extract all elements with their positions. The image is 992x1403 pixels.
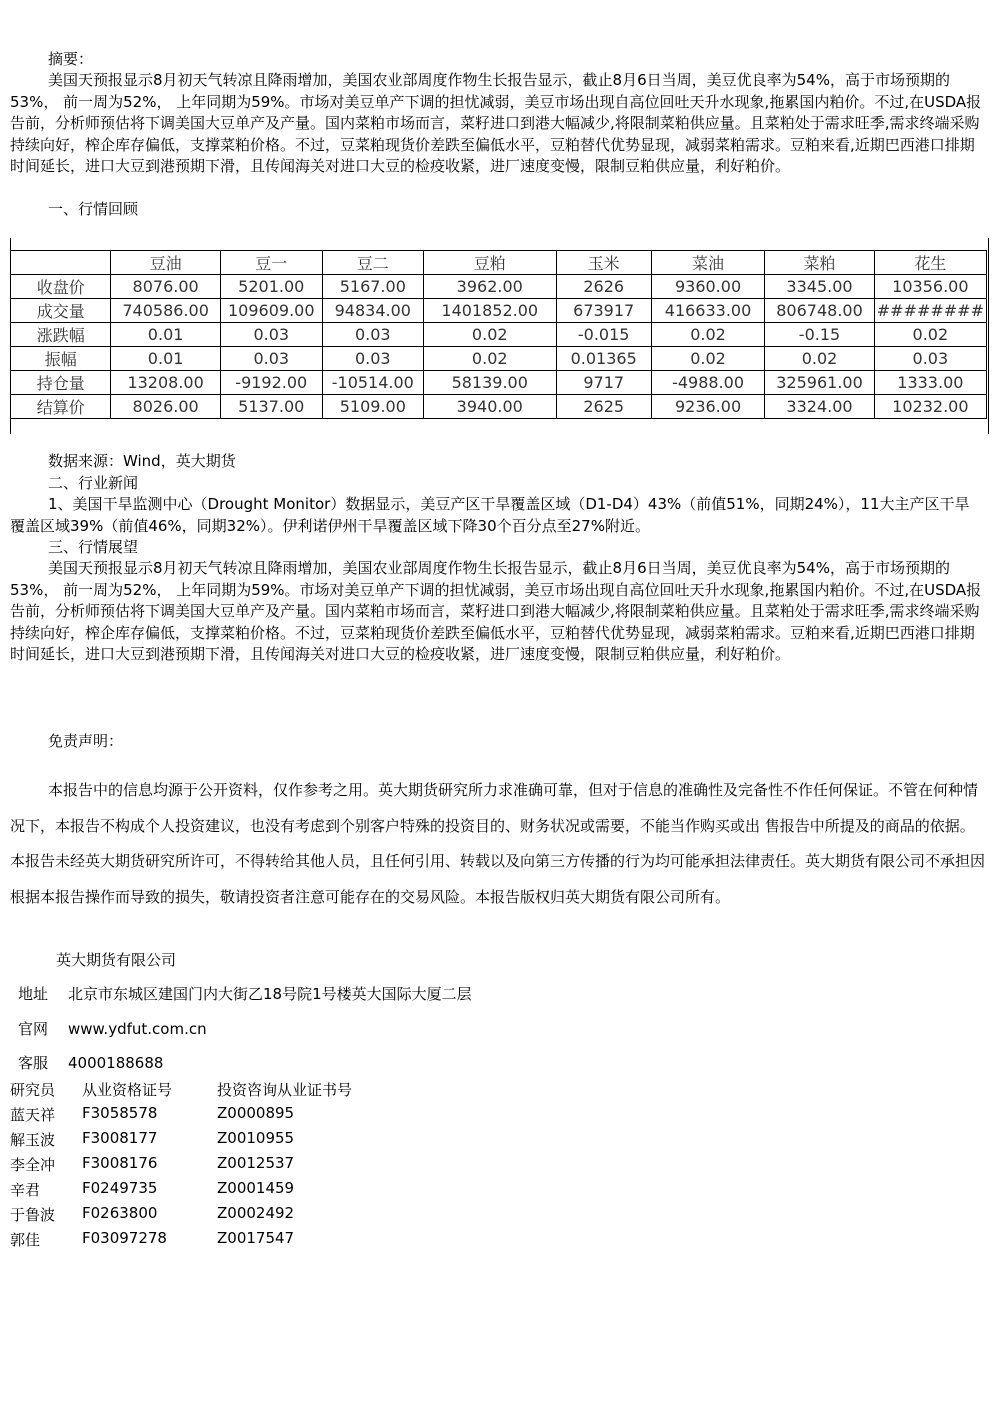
staff-cell: Z0010955	[217, 1129, 295, 1147]
table-cell: 325961.00	[765, 371, 874, 395]
website-label: 官网	[18, 1020, 49, 1038]
table-row	[11, 371, 987, 395]
table-row	[11, 299, 987, 323]
table-cell: 9360.00	[651, 275, 765, 299]
table-row	[11, 347, 987, 371]
table-cell: 0.03	[322, 347, 423, 371]
table-header-row	[11, 251, 987, 275]
table-cell: 673917	[556, 299, 651, 323]
staff-row	[10, 1104, 352, 1129]
table-cell: 0.02	[423, 323, 556, 347]
staff-cell: Z0001459	[217, 1179, 295, 1197]
staff-cell: Z0002492	[217, 1204, 295, 1222]
column-header: 豆油	[111, 251, 220, 275]
staff-cell: 研究员	[10, 1081, 56, 1099]
column-header	[11, 251, 111, 275]
table-cell: -10514.00	[322, 371, 423, 395]
service-label: 客服	[18, 1054, 49, 1072]
table-cell: 10356.00	[874, 275, 986, 299]
address-row	[18, 983, 472, 1004]
data-source: 数据来源：Wind，英大期货	[48, 452, 236, 470]
staff-cell: F03097278	[82, 1229, 167, 1247]
table-cell: -0.015	[556, 323, 651, 347]
staff-cell: 李全冲	[10, 1156, 56, 1174]
staff-cell: F0249735	[82, 1179, 158, 1197]
row-label: 振幅	[11, 347, 111, 371]
staff-table	[10, 1079, 352, 1254]
staff-row	[10, 1129, 352, 1154]
staff-cell: 从业资格证号	[82, 1081, 173, 1099]
staff-cell: F3058578	[82, 1104, 158, 1122]
row-label: 结算价	[11, 395, 111, 419]
table-cell: 0.02	[765, 347, 874, 371]
column-header: 玉米	[556, 251, 651, 275]
staff-cell: 蓝天祥	[10, 1106, 56, 1124]
table-cell: 5167.00	[322, 275, 423, 299]
summary-heading: 摘要：	[48, 50, 94, 68]
summary-body: 美国天预报显示8月初天气转凉且降雨增加，美国农业部周度作物生长报告显示，截止8月6日当周，美豆优良率为54%，高于市场预期的53%， 前一周为52%， 上年同期为59%。市场对美豆单产下调的担忧减弱，美豆市场出现自高位回吐天升水现象,拖累国内粕价。不过,在USDA报告前，分析师预估将下调美国大豆单产及产量。国内菜粕市场而言，菜籽进口到港大幅减少,将限制菜粕供应量。且菜粕处于需求旺季,需求终端采购持续向好，榨企库存偏低，支撑菜粕价格。不过，豆菜粕现货价差跌至偏低水平，豆粕替代优势显现，减弱菜粕需求。豆粕来看,近期巴西港口排期时间延长，进口大豆到港预期下滑，且传闻海关对进口大豆的检疫收紧，进厂速度变慢，限制豆粕供应量，利好粕价。	[10, 71, 982, 175]
staff-cell: 解玉波	[10, 1131, 56, 1149]
table-cell: ########	[874, 299, 986, 323]
table-cell: 8076.00	[111, 275, 220, 299]
table-cell: 0.01365	[556, 347, 651, 371]
table-cell: 2625	[556, 395, 651, 419]
website-link[interactable]: www.ydfut.com.cn	[68, 1020, 207, 1038]
table-cell: 0.02	[423, 347, 556, 371]
staff-row	[10, 1179, 352, 1204]
table-cell: 0.03	[220, 323, 322, 347]
disclaimer-heading: 免责声明：	[48, 732, 124, 750]
staff-row	[10, 1204, 352, 1229]
column-header: 菜粕	[765, 251, 874, 275]
section2-body: 1、美国干旱监测中心（Drought Monitor）数据显示，美豆产区干旱覆盖区域（D1-D4）43%（前值51%，同期24%），11大主产区干旱覆盖区域39%（前值46%，同期32%）。伊利诺伊州干旱覆盖区域下降30个百分点至27%附近。	[10, 495, 970, 535]
company-name: 英大期货有限公司	[56, 951, 177, 969]
table-cell: 0.01	[111, 347, 220, 371]
table-cell: -0.15	[765, 323, 874, 347]
table-cell: 0.03	[874, 347, 986, 371]
table-cell: 9236.00	[651, 395, 765, 419]
section3-body: 美国天预报显示8月初天气转凉且降雨增加，美国农业部周度作物生长报告显示，截止8月6日当周，美豆优良率为54%，高于市场预期的53%， 前一周为52%， 上年同期为59%。市场对美豆单产下调的担忧减弱，美豆市场出现自高位回吐天升水现象,拖累国内粕价。不过,在USDA报告前，分析师预估将下调美国大豆单产及产量。国内菜粕市场而言，菜籽进口到港大幅减少,将限制菜粕供应量。且菜粕处于需求旺季,需求终端采购持续向好，榨企库存偏低，支撑菜粕价格。不过，豆菜粕现货价差跌至偏低水平，豆粕替代优势显现，减弱菜粕需求。豆粕来看,近期巴西港口排期时间延长，进口大豆到港预期下滑，且传闻海关对进口大豆的检疫收紧，进厂速度变慢，限制豆粕供应量，利好粕价。	[10, 559, 982, 663]
table-cell: 2626	[556, 275, 651, 299]
table-cell: 1333.00	[874, 371, 986, 395]
service-phone: 4000188688	[68, 1054, 164, 1072]
disclaimer-body: 本报告中的信息均源于公开资料，仅作参考之用。英大期货研究所力求准确可靠，但对于信息的准确性及完备性不作任何保证。不管在何种情况下，本报告不构成个人投资建议，也没有考虑到个别客户特殊的投资目的、财务状况或需要，不能当作购买或出 售报告中所提及的商品的依据。本报告未经英大期货研究所许可，不得转给其他人员，且任何引用、转载以及向第三方传播的行为均可能承担法律责任。英大期货有限公司不承担因根据本报告操作而导致的损失，敬请投资者注意可能存在的交易风险。本报告版权归英大期货有限公司所有。	[10, 781, 986, 906]
staff-cell: Z0012537	[217, 1154, 295, 1172]
staff-cell: 辛君	[10, 1181, 41, 1199]
table-row	[11, 395, 987, 419]
staff-cell: 郭佳	[10, 1231, 41, 1249]
table-cell: 13208.00	[111, 371, 220, 395]
table-cell: 0.02	[874, 323, 986, 347]
table-cell: 9717	[556, 371, 651, 395]
row-label: 涨跌幅	[11, 323, 111, 347]
service-row	[18, 1052, 163, 1073]
column-header: 豆一	[220, 251, 322, 275]
table-cell: -4988.00	[651, 371, 765, 395]
table-cell: 5137.00	[220, 395, 322, 419]
table-cell: 0.03	[220, 347, 322, 371]
address-value: 北京市东城区建国门内大街乙18号院1号楼英大国际大厦二层	[68, 985, 472, 1003]
column-header: 花生	[874, 251, 986, 275]
section3-heading: 三、行情展望	[48, 538, 139, 556]
row-label: 收盘价	[11, 275, 111, 299]
column-header: 菜油	[651, 251, 765, 275]
staff-cell: Z0017547	[217, 1229, 295, 1247]
staff-cell: 投资咨询从业证书号	[217, 1081, 353, 1099]
table-cell: 416633.00	[651, 299, 765, 323]
row-label: 持仓量	[11, 371, 111, 395]
table-cell: 94834.00	[322, 299, 423, 323]
table-row	[11, 323, 987, 347]
table-cell: 0.02	[651, 323, 765, 347]
table-cell: 0.03	[322, 323, 423, 347]
staff-cell: F3008177	[82, 1129, 158, 1147]
website-row	[18, 1018, 207, 1039]
table-cell: 3324.00	[765, 395, 874, 419]
column-header: 豆粕	[423, 251, 556, 275]
table-cell: 5109.00	[322, 395, 423, 419]
table-cell: 3940.00	[423, 395, 556, 419]
table-cell: 0.01	[111, 323, 220, 347]
table-cell: 3962.00	[423, 275, 556, 299]
row-label: 成交量	[11, 299, 111, 323]
staff-cell: Z0000895	[217, 1104, 295, 1122]
market-table	[10, 250, 987, 419]
staff-cell: F3008176	[82, 1154, 158, 1172]
column-header: 豆二	[322, 251, 423, 275]
staff-cell: F0263800	[82, 1204, 158, 1222]
table-cell: 0.02	[651, 347, 765, 371]
staff-row	[10, 1154, 352, 1179]
table-cell: 58139.00	[423, 371, 556, 395]
section1-heading: 一、行情回顾	[48, 200, 139, 218]
table-cell: 1401852.00	[423, 299, 556, 323]
staff-row	[10, 1229, 352, 1254]
table-cell: 8026.00	[111, 395, 220, 419]
table-cell: 3345.00	[765, 275, 874, 299]
staff-header-row	[10, 1079, 352, 1104]
address-label: 地址	[18, 985, 49, 1003]
table-cell: 5201.00	[220, 275, 322, 299]
table-cell: -9192.00	[220, 371, 322, 395]
table-cell: 740586.00	[111, 299, 220, 323]
table-cell: 10232.00	[874, 395, 986, 419]
table-cell: 806748.00	[765, 299, 874, 323]
staff-cell: 于鲁波	[10, 1206, 56, 1224]
section2-heading: 二、行业新闻	[48, 474, 139, 492]
table-cell: 109609.00	[220, 299, 322, 323]
table-row	[11, 275, 987, 299]
